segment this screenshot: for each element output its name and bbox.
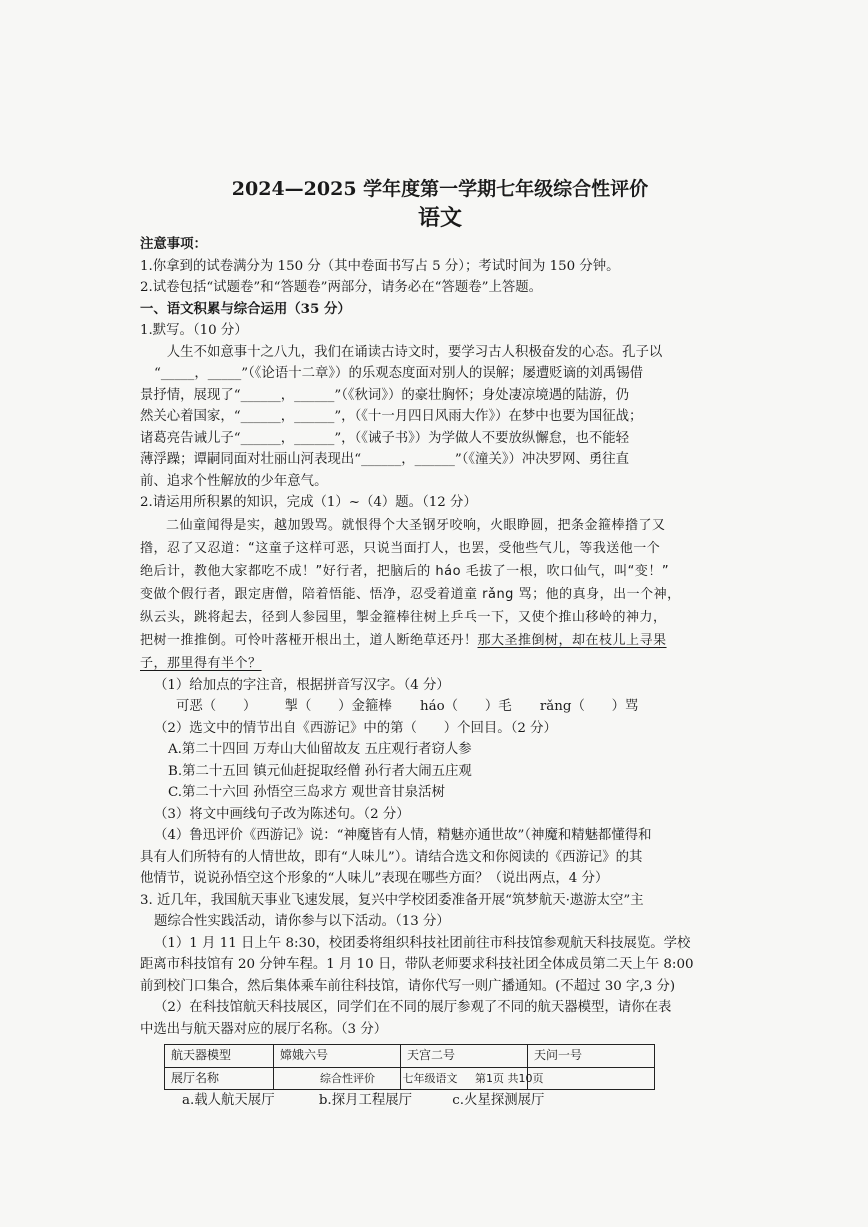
answer-cell <box>528 1067 655 1090</box>
passage-line: 揝，忍了又忍道：“这童子这样可恶，只说当面打人，也罢，受他些气儿，等我送他一个 <box>140 540 661 556</box>
passage-line <box>140 629 720 652</box>
pinyin-item: 掣（ ）金箍棒 <box>284 699 392 714</box>
table-cell: 嫦娥六号 <box>274 1045 401 1068</box>
q3-sub-1-cont: 距离市科技馆有 20 分钟车程。1 月 10 日，带队老师要求科技社团全体成员第二天上午 8:00 <box>140 957 694 972</box>
q2-heading: 2.请运用所积累的知识，完成（1）~（4）题。（12 分） <box>140 495 477 510</box>
option-b: B.第二十五回 镇元仙赶捉取经僧 孙行者大闹五庄观 <box>168 763 472 779</box>
table-cell: 天问一号 <box>528 1045 655 1068</box>
q2-sub-4-cont: 具有人们所特有的人情世故，即有“人味儿”）。请结合选文和你阅读的《西游记》的其 <box>140 849 643 865</box>
q3-heading: 3. 近几年，我国航天事业飞速发展，复兴中学校团委准备开展“筑梦航天·遨游太空”主 <box>140 892 644 908</box>
table-row <box>165 1045 655 1068</box>
underlined-sentence-end: 子，那里得有半个？ <box>140 655 262 671</box>
q3-heading-cont: 题综合性实践活动，请你参与以下活动。（13 分） <box>154 914 450 929</box>
pinyin-item: rǎng（ ）骂 <box>539 699 639 714</box>
table-cell: 天宫二号 <box>401 1045 528 1068</box>
exam-content <box>140 176 720 1112</box>
footer-page: 第1页 共10页 <box>475 1072 544 1085</box>
q1-line-1: 人生不如意事十之八九，我们在诵读古诗文时，要学习古人积极奋发的心态。孔子以 <box>166 344 663 360</box>
pinyin-item: 可恶（ ） <box>176 699 257 714</box>
hall-choices <box>140 1090 720 1112</box>
passage-line: 纵云头，跳将起去，径到人参园里，掣金箍棒往树上乒乓一下，又使个推山移岭的神力， <box>140 609 667 625</box>
page-footer <box>320 1070 544 1086</box>
q1-line-6: 薄浮躁；谭嗣同面对壮丽山河表现出“______，______”（《潼关》）冲决罗网、勇往直 <box>140 452 630 467</box>
q2-passage <box>140 514 720 675</box>
q1-line-7: 前、追求个性解放的少年意气。 <box>140 473 328 489</box>
q1-line-2: “_____，_____”（《论语十二章》）的乐观态度面对别人的误解；屡遭贬谪的刘禹锡借 <box>154 366 644 381</box>
option-a: A.第二十四回 万寿山大仙留故友 五庄观行者窃人参 <box>168 742 472 757</box>
q3-sub-1: （1）1 月 11 日上午 8:30，校团委将组织科技社团前往市科技馆参观航天科技展览。学校 <box>154 935 691 951</box>
q1-line-4: 然关心着国家，“______，______”，（《十一月四日风雨大作》）在梦中也要为国征战； <box>140 409 643 424</box>
q2-sub-3: （3）将文中画线句子改为陈述句。（2 分） <box>154 806 410 822</box>
choice-c: c.火星探测展厅 <box>452 1093 545 1108</box>
q2-sub-2: （2）选文中的情节出自《西游记》中的第（ ）个回目。（2 分） <box>154 720 557 736</box>
passage-line: 绝后计，教他大家都吃不成！”好行者，把脑后的 háo 毛拔了一根，吹口仙气，叫“变！” <box>140 563 670 579</box>
q2-sub-1: （1）给加点的字注音，根据拼音写汉字。（4 分） <box>154 677 450 693</box>
passage-line: 变做个假行者，跟定唐僧，陪着悟能、悟净，忍受着道童 rǎng 骂；他的真身，出一个神， <box>140 586 681 602</box>
choice-a: a.载人航天展厅 <box>182 1093 275 1108</box>
notes-item-2: 2.试卷包括“试题卷”和“答题卷”两部分，请务必在“答题卷”上答题。 <box>140 280 543 295</box>
q3-sub-1-cont: 前到校门口集合，然后集体乘车前往科技馆，请你代写一则广播通知。(不超过 30 字,3 分) <box>140 978 676 994</box>
footer-left: 综合性评价 <box>320 1072 375 1085</box>
notes-item-1: 1.你拿到的试卷满分为 150 分（其中卷面书写占 5 分）；考试时间为 150 分钟。 <box>140 258 620 274</box>
footer-mid: 七年级语文 <box>402 1072 458 1085</box>
underlined-sentence: 那大圣推倒树，却在枝儿上寻果 <box>477 632 667 648</box>
q3-sub-2-cont: 中选出与航天器对应的展厅名称。（3 分） <box>140 1021 388 1037</box>
pinyin-item: háo（ ）毛 <box>420 699 512 714</box>
table-header-cell: 航天器模型 <box>165 1045 274 1068</box>
page-title: 2024—2025 学年度第一学期七年级综合性评价 <box>231 178 649 200</box>
notes-heading: 注意事项： <box>140 236 207 252</box>
option-c: C.第二十六回 孙悟空三岛求方 观世音甘泉活树 <box>168 785 445 800</box>
q1-line-3: 景抒情，展现了“______，______”（《秋词》）的豪壮胸怀；身处凄凉境遇的陆游，仍 <box>140 387 630 403</box>
passage-line: 二仙童闻得是实，越加毁骂。就恨得个大圣钢牙咬响，火眼睁圆，把条金箍棒揝了又 <box>166 517 666 533</box>
choice-b: b.探月工程展厅 <box>318 1093 413 1108</box>
q2-sub-1-items <box>140 696 720 718</box>
q2-sub-4: （4）鲁迅评价《西游记》说：“神魔皆有人情，精魅亦通世故”（神魔和精魅都懂得和 <box>154 828 652 843</box>
table-header-cell: 展厅名称 <box>165 1067 274 1090</box>
q3-sub-2: （2）在科技馆航天科技展区，同学们在不同的展厅参观了不同的航天器模型，请你在表 <box>154 1000 672 1015</box>
q1-line-5: 诸葛亮告诫儿子“______，______”，（《诫子书》）为学做人不要放纵懈怠，也不能轻 <box>140 430 630 446</box>
q1-heading: 1.默写。（10 分） <box>140 323 248 338</box>
subject-title: 语文 <box>417 205 462 231</box>
passage-text: 把树一推推倒。可怜叶落桠开根出土，道人断绝草还丹！ <box>140 632 478 648</box>
section-1-title: 一、语文积累与综合运用（35 分） <box>140 300 351 317</box>
q2-sub-4-cont: 他情节，说说孙悟空这个形象的“人味儿”表现在哪些方面？（说出两点，4 分） <box>140 871 609 886</box>
